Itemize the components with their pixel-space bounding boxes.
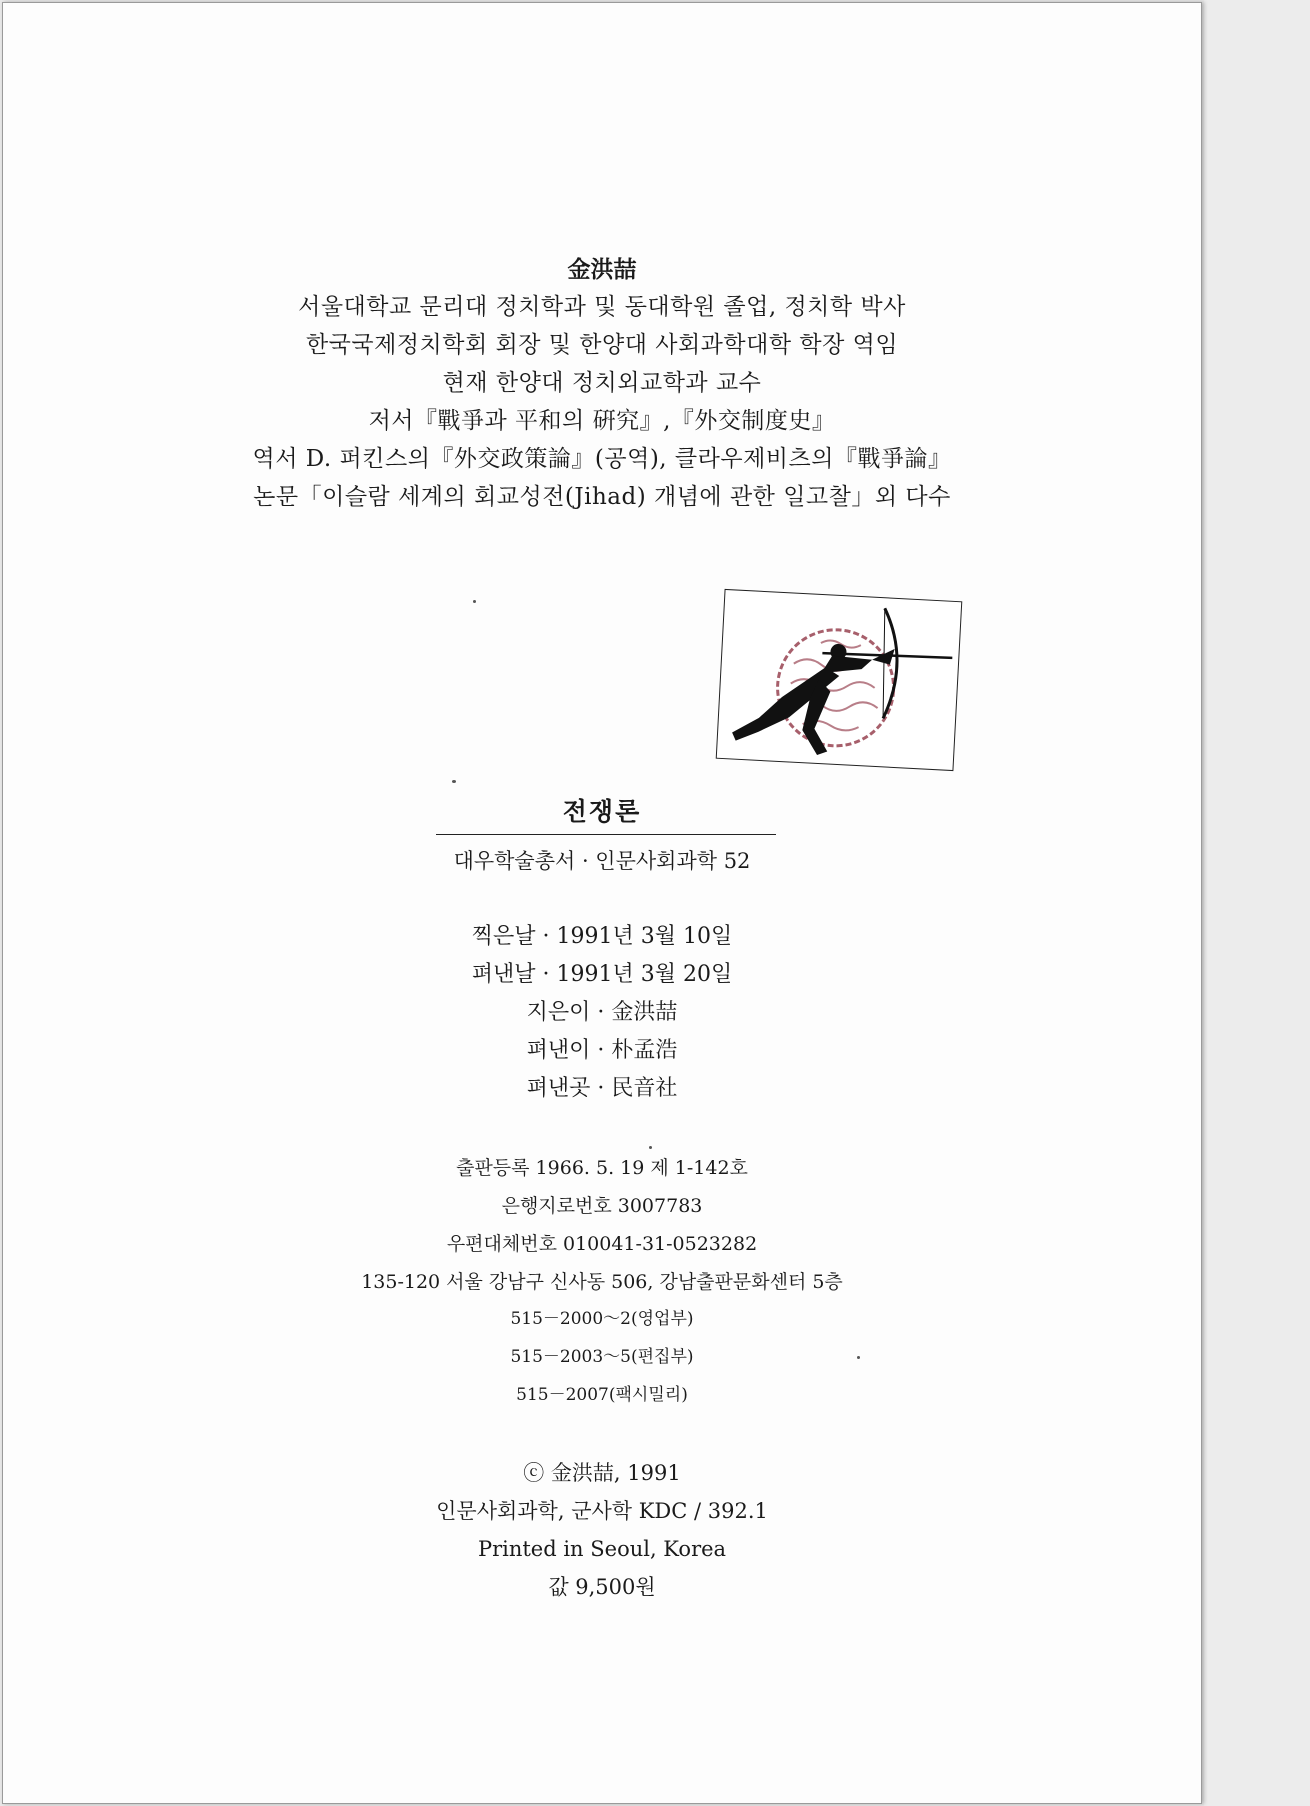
- bank-giro-number: 은행지로번호 3007783: [501, 1195, 703, 1217]
- publisher-person: 펴낸이 · 朴孟浩: [526, 1038, 678, 1063]
- author-bio-line: 현재 한양대 정치외교학과 교수: [442, 370, 762, 396]
- printed-date: 찍은날 · 1991년 3월 10일: [471, 924, 733, 949]
- author-bio-line: 저서『戰爭과 平和의 硏究』,『外交制度史』: [368, 408, 836, 434]
- phone-sales: 515－2000～2(영업부): [510, 1309, 694, 1329]
- author-bio-line: 논문「이슬람 세계의 회교성전(Jihad) 개념에 관한 일고찰」외 다수: [253, 484, 951, 510]
- document-page: [2, 2, 1202, 1804]
- author-bio-line: 서울대학교 문리대 정치학과 및 동대학원 졸업, 정치학 박사: [298, 294, 906, 320]
- book-price: 값 9,500원: [548, 1575, 656, 1599]
- series-name: 대우학술총서 · 인문사회과학 52: [453, 849, 751, 873]
- printed-location: Printed in Seoul, Korea: [477, 1537, 727, 1561]
- phone-fax: 515－2007(팩시밀리): [516, 1385, 688, 1405]
- author-name: 金洪喆: [567, 256, 637, 283]
- registration-info: 출판등록 1966. 5. 19 제 1-142호: [456, 1157, 748, 1179]
- author-bio-line: 한국국제정치학회 회장 및 한양대 사회과학대학 학장 역임: [305, 332, 899, 358]
- title-divider: [436, 834, 776, 835]
- author-credit: 지은이 · 金洪喆: [526, 1000, 678, 1025]
- classification-code: 인문사회과학, 군사학 KDC / 392.1: [436, 1499, 768, 1523]
- phone-editorial: 515－2003～5(편집부): [510, 1347, 694, 1367]
- copyright-notice: ⓒ 金洪喆, 1991: [523, 1461, 681, 1485]
- archer-seal-icon: [717, 590, 961, 770]
- published-date: 펴낸날 · 1991년 3월 20일: [471, 962, 733, 987]
- publisher-logo-stamp: [716, 589, 963, 771]
- print-speck: [649, 1146, 652, 1149]
- print-speck: [452, 780, 456, 783]
- postal-transfer-number: 우편대체번호 010041-31-0523282: [446, 1233, 758, 1255]
- book-title: 전쟁론: [562, 797, 642, 826]
- print-speck: [473, 600, 476, 603]
- viewer-background: [1204, 0, 1310, 1806]
- author-bio-line: 역서 D. 퍼킨스의『外交政策論』(공역), 클라우제비츠의『戰爭論』: [252, 446, 952, 472]
- publisher-address: 135-120 서울 강남구 신사동 506, 강남출판문화센터 5층: [361, 1271, 843, 1293]
- publisher-name: 펴낸곳 · 民音社: [526, 1076, 678, 1101]
